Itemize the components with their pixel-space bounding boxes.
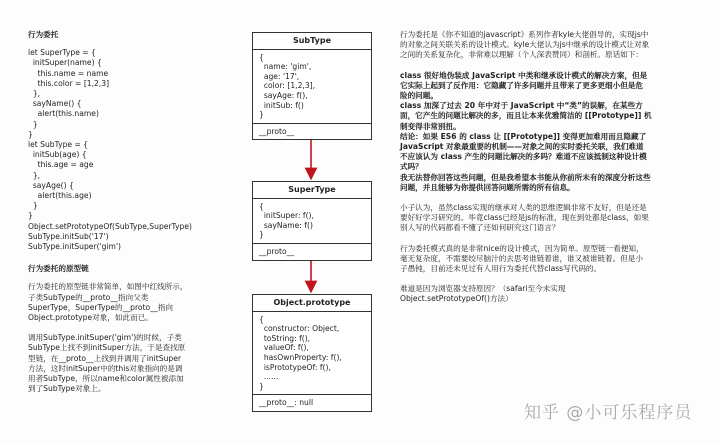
quote-line: class 很好地伪装成 JavaScript 中类和继承设计模式的解决方案，但是 xyxy=(400,70,648,80)
right-column xyxy=(400,30,700,305)
code-line: }, xyxy=(28,89,41,99)
text-line: 方法，这时initSuper中的this对象指向的是调 xyxy=(28,363,183,373)
quote-line: class 加深了过去 20 年中对于 JavaScript 中“类”的误解，在某些方 xyxy=(400,101,643,111)
prop-line: initSuper: f(), xyxy=(259,211,314,221)
quote-line: 它实际上起到了反作用：它隐藏了许多问题并且带来了更多更细小但是危 xyxy=(400,80,643,90)
paragraph-intro xyxy=(400,30,700,61)
text-line: 小子认为，虽然class实现的继承对人类的思维逻辑非常不友好，但是还是 xyxy=(400,203,647,213)
heading-prototype-chain: 行为委托的原型链 xyxy=(28,264,89,274)
prop-line: constructor: Object, xyxy=(259,324,340,334)
quote-block xyxy=(400,71,700,193)
text-line: Object.prototype对象，如此而已。 xyxy=(28,313,153,323)
quote-line: 结论：如果 ES6 的 class 让 [[Prototype]] 变得更加难用而且隐藏了 xyxy=(400,131,647,141)
text-line: 的对象之间关联关系的设计模式。kyle大佬认为js中继承的设计模式让对象 xyxy=(400,40,650,50)
text-line: 难道是因为浏览器支持原因？（safari至今未实现 xyxy=(400,284,566,294)
supertype-proto: __proto__ xyxy=(259,246,295,256)
watermark: 知乎 @小可乐程序员 xyxy=(524,403,693,423)
prop-line: age: '17', xyxy=(259,71,300,81)
code-line: } xyxy=(28,119,38,129)
prop-line: sayName: f() xyxy=(259,220,313,230)
code-line: initSub(age) { xyxy=(28,150,87,160)
text-line: 要好好学习研究的。毕竟class已经是js的标准，现在到处都是class，如果 xyxy=(400,213,649,223)
prop-line: } xyxy=(259,110,264,120)
code-line: sayName() { xyxy=(28,99,82,109)
prop-line: } xyxy=(259,381,264,391)
text-line: 行为委托是《你不知道的javascript》系列作者kyle大佬倡导的，实现js中 xyxy=(400,30,649,39)
code-line: initSuper(name) { xyxy=(28,58,102,68)
object-prototype-box xyxy=(252,294,372,412)
text-line: 行为委托模式真的是非常nice的设计模式，因为简单。原型链一看便知， xyxy=(400,243,644,253)
prop-line: { xyxy=(259,201,264,211)
supertype-props xyxy=(253,199,371,244)
prop-line: { xyxy=(259,52,264,62)
prop-line: } xyxy=(259,230,264,240)
text-line: 子愚钝，目前还未见过有人用行为委托代替class写代码的。 xyxy=(400,264,602,274)
subtype-box xyxy=(252,32,372,140)
code-line: Object.setPrototypeOf(SubType,SuperType) xyxy=(28,221,192,231)
prop-line: color: [1,2,3], xyxy=(259,81,316,91)
text-line: 用者SubType，所以name和color属性被添加 xyxy=(28,374,184,384)
quote-line: 我无法替你回答这些问题，但是我希望本书能从你前所未有的深度分析这些 xyxy=(400,172,651,182)
text-line: 毫无复杂度，不需要绞尽脑汁的去思考谁链着谁，谁又被谁链着。但是小 xyxy=(400,253,643,263)
code-line: alert(this.name) xyxy=(28,109,99,119)
code-line: this.name = name xyxy=(28,68,109,78)
paragraph-browser-support xyxy=(400,284,700,304)
quote-line: 式吗？ xyxy=(400,162,423,172)
code-line: SubType.initSub('17') xyxy=(28,231,109,241)
paragraph-delegation-nice xyxy=(400,244,700,275)
quote-line: 问题，并且能够为你提供回答问题所需的所有信息。 xyxy=(400,182,575,192)
object-prototype-proto: __proto__: null xyxy=(259,398,314,408)
text-line: 行为委托的原型链非常简单，如图中红线所示， xyxy=(28,282,188,292)
supertype-title: SuperType xyxy=(253,182,371,199)
prop-line: name: 'gim', xyxy=(259,62,312,72)
prop-line: hasOwnProperty: f(), xyxy=(259,352,342,362)
object-prototype-title: Object.prototype xyxy=(253,295,371,312)
prop-line: isPrototypeOf: f(), xyxy=(259,362,331,372)
code-line: let SuperType = { xyxy=(28,48,96,58)
supertype-box xyxy=(252,181,372,261)
prop-line: toString: f(), xyxy=(259,333,311,343)
quote-line: JavaScript 对象最重要的机制——对象之间的实时委托关联，我们难道 xyxy=(400,142,644,152)
text-line: Object.setPrototypeOf()方法） xyxy=(400,294,513,304)
prop-line: ...... xyxy=(259,372,279,382)
subtype-props xyxy=(253,50,371,124)
code-line: sayAge() { xyxy=(28,180,74,190)
code-line: alert(this.age) xyxy=(28,191,92,201)
text-line: SuperType，SuperType的__proto__指向 xyxy=(28,302,173,312)
quote-line: 制变得非常别扭。 xyxy=(400,121,461,131)
text-line: 子类SubType的__proto__指向父类 xyxy=(28,292,149,302)
text-line: 别人写的代码都看不懂了还如何研究这门语言？ xyxy=(400,223,560,233)
code-line: let SubType = { xyxy=(28,140,89,150)
text-line: 到了SubType对象上。 xyxy=(28,384,106,394)
prop-line: valueOf: f(), xyxy=(259,343,309,353)
code-line: this.age = age xyxy=(28,160,94,170)
prop-line: sayAge: f(), xyxy=(259,90,308,100)
heading-behavior-delegation: 行为委托 xyxy=(28,30,59,39)
code-line: SubType.initSuper('gim') xyxy=(28,242,121,252)
quote-line: 险的问题。 xyxy=(400,91,438,101)
code-line: this.color = [1,2,3] xyxy=(28,78,110,88)
subtype-proto: __proto__ xyxy=(259,126,295,136)
code-line: } xyxy=(28,129,33,139)
quote-line: 不应该认为 class 产生的问题比解决的多吗？难道不应该抵制这种设计模 xyxy=(400,152,647,162)
text-line: SubType上找不到initSuper方法，于是查找原 xyxy=(28,343,186,353)
code-line: } xyxy=(28,201,38,211)
text-line: 之间的关系复杂化，非常难以理解（个人深表赞同）和剖析。原话如下： xyxy=(400,50,643,60)
object-prototype-props xyxy=(253,312,371,396)
subtype-title: SubType xyxy=(253,33,371,50)
code-line: } xyxy=(28,211,33,221)
text-line: 型链，在__proto__上找到并调用了initSuper xyxy=(28,353,182,363)
quote-line: 面，它产生的问题比解决的多，而且让本来优雅简洁的 [[Prototype]] 机 xyxy=(400,111,652,121)
text-line: 调用SubType.initSuper('gim')的时候，子类 xyxy=(28,333,182,343)
prop-line: { xyxy=(259,314,264,324)
code-line: }, xyxy=(28,170,41,180)
paragraph-opinion xyxy=(400,203,700,234)
prop-line: initSub: f() xyxy=(259,100,304,110)
